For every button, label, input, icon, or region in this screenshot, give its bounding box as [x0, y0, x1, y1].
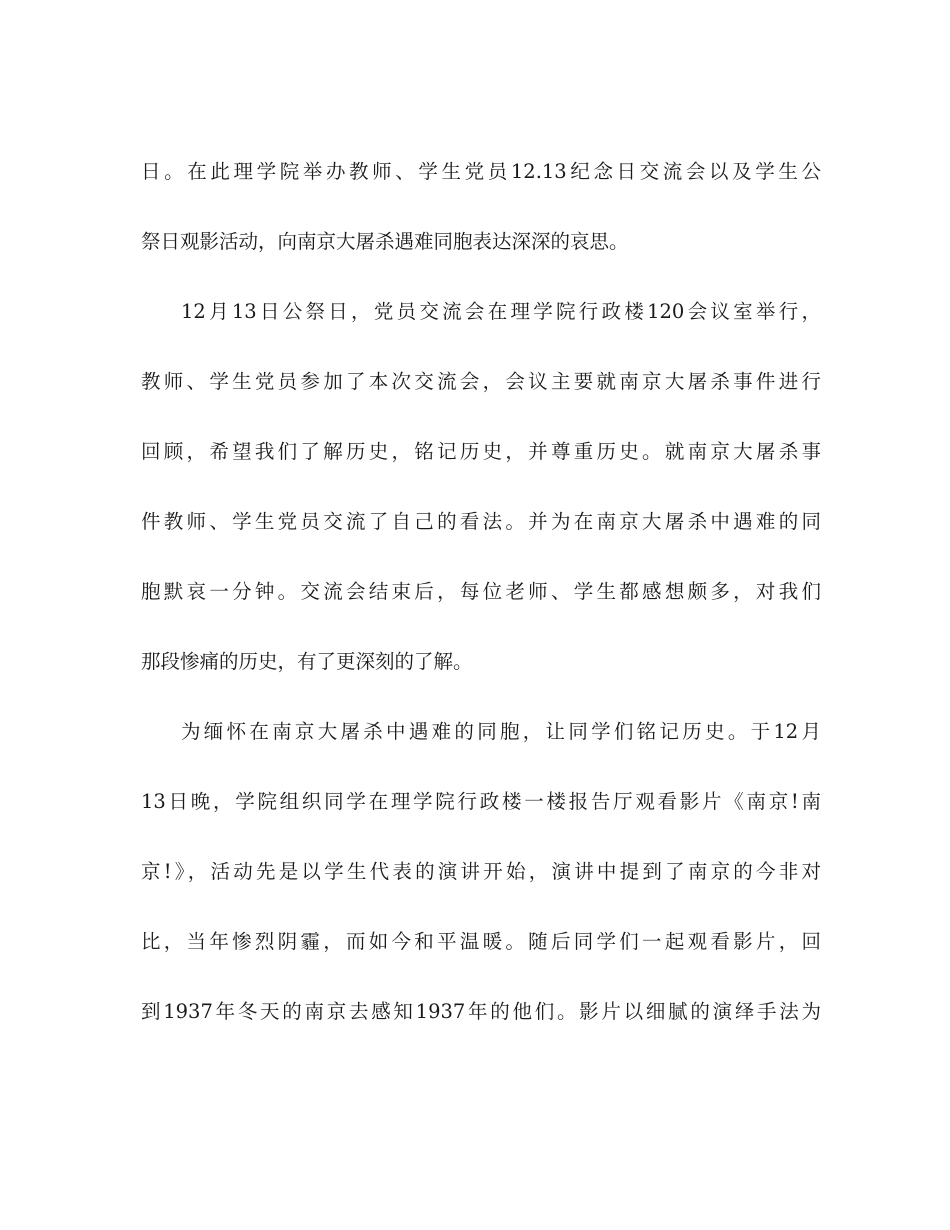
text-line: 到1937年冬天的南京去感知1937年的他们。影片以细腻的演绎手法为 [141, 1000, 821, 1023]
text-line: 为缅怀在南京大屠杀中遇难的同胞，让同学们铭记历史。于12月 [181, 720, 821, 743]
text-line: 13日晚，学院组织同学在理学院行政楼一楼报告厅观看影片《南京!南 [141, 790, 821, 813]
text-line: 比，当年惨烈阴霾，而如今和平温暖。随后同学们一起观看影片，回 [141, 930, 821, 953]
text-line: 教师、学生党员参加了本次交流会，会议主要就南京大屠杀事件进行 [141, 370, 821, 393]
text-line: 件教师、学生党员交流了自己的看法。并为在南京大屠杀中遇难的同 [141, 510, 821, 533]
text-line: 回顾，希望我们了解历史，铭记历史，并尊重历史。就南京大屠杀事 [141, 440, 821, 463]
text-line: 京!》，活动先是以学生代表的演讲开始，演讲中提到了南京的今非对 [141, 860, 821, 883]
text-line: 祭日观影活动，向南京大屠杀遇难同胞表达深深的哀思。 [141, 230, 629, 253]
document-body [141, 137, 821, 1047]
text-line: 那段惨痛的历史，有了更深刻的了解。 [141, 650, 473, 673]
text-line: 胞默哀一分钟。交流会结束后，每位老师、学生都感想颇多，对我们 [141, 580, 821, 603]
text-line: 日。在此理学院举办教师、学生党员12.13纪念日交流会以及学生公 [141, 160, 821, 183]
text-line: 12月13日公祭日，党员交流会在理学院行政楼120会议室举行， [181, 300, 821, 323]
